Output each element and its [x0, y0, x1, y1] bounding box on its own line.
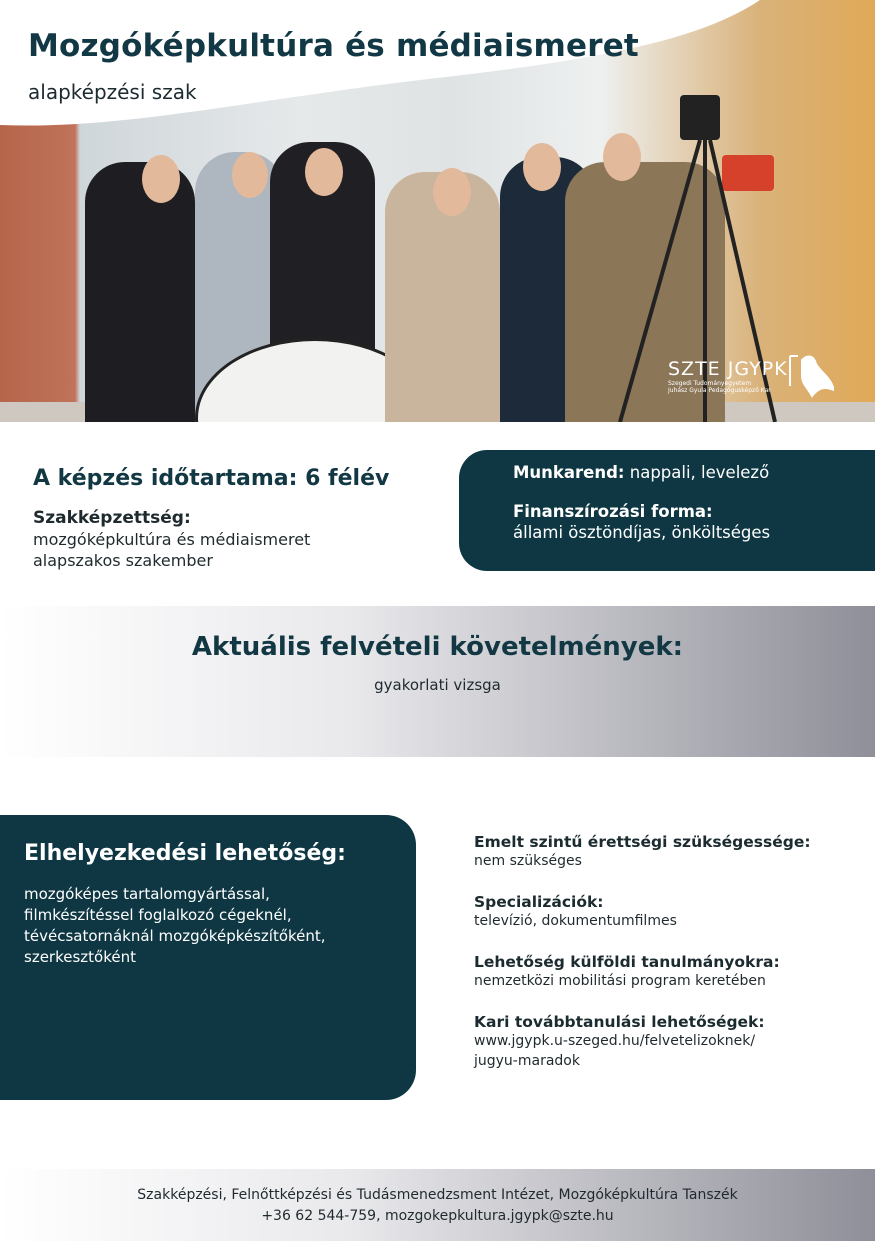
study-mode-box: Munkarend: nappali, levelező Finanszírozási forma: állami ösztöndíjas, önköltséges	[459, 450, 875, 571]
page-subtitle: alapképzési szak	[28, 80, 197, 104]
detail-item: Specializációk: televízió, dokumentumfilmes	[474, 893, 677, 929]
header-wave	[0, 0, 875, 130]
bird-emblem-icon	[782, 350, 834, 406]
qualification: Szakképzettség: mozgóképkultúra és médiaismeret alapszakos szakember	[33, 508, 311, 570]
footer-band	[0, 1169, 875, 1241]
footer-institute: Szakképzési, Felnőttképzési és Tudásmenedzsment Intézet, Mozgóképkultúra Tanszék	[137, 1187, 738, 1203]
duration-heading: A képzés időtartama: 6 félév	[33, 466, 390, 491]
detail-item: Lehetőség külföldi tanulmányokra: nemzetközi mobilitási program keretében	[474, 953, 780, 989]
page-title: Mozgóképkultúra és médiaismeret	[28, 28, 639, 64]
requirements-band	[0, 606, 875, 757]
szte-jgypk-logo: SZTE JGYPK Szegedi Tudományegyetem Juhász Gyula Pedagógusképző Kar	[668, 358, 788, 394]
footer-contact: +36 62 544-759, mozgokepkultura.jgypk@szte.hu	[261, 1208, 614, 1224]
detail-item: Kari továbbtanulási lehetőségek: www.jgypk.u-szeged.hu/felvetelizoknek/ jugyu-maradok	[474, 1013, 765, 1069]
requirements-title: Aktuális felvételi követelmények:	[191, 632, 684, 662]
detail-item: Emelt szintű érettségi szükségessége: nem szükséges	[474, 833, 811, 869]
requirements-value: gyakorlati vizsga	[374, 676, 501, 694]
details-list	[474, 833, 854, 1093]
employment-box: Elhelyezkedési lehetőség: mozgóképes tartalomgyártással, filmkészítéssel foglalkozó cégeknél, tévécsatornáknál mozgóképkészítőként, szerkesztőként	[0, 815, 416, 1100]
